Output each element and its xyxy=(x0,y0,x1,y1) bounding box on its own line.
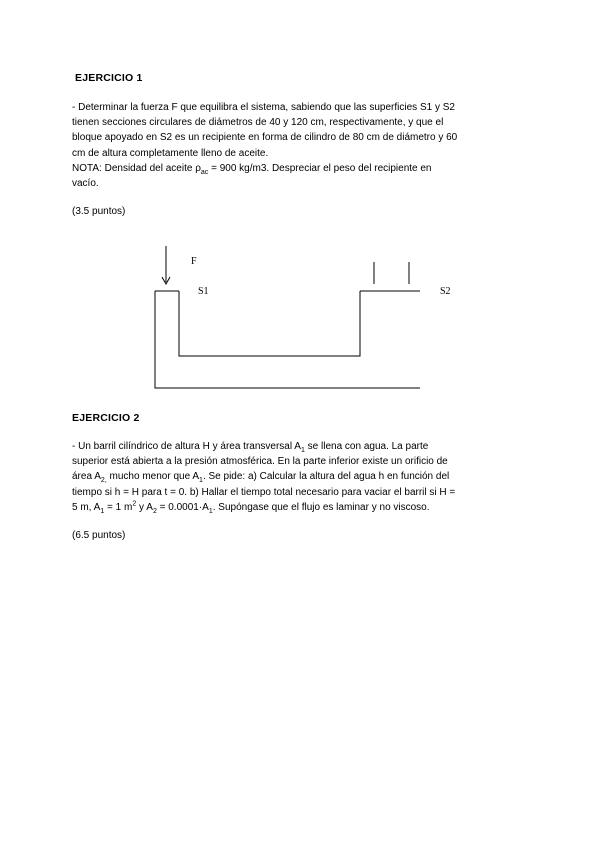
subscript: 1 xyxy=(208,507,213,515)
exercise-2-line-3 xyxy=(72,469,512,484)
exercise-1-line-1: - Determinar la fuerza F que equilibra el sistema, sabiendo que las superficies S1 y S2 xyxy=(72,102,455,113)
text: se llena con agua. La parte xyxy=(304,441,429,452)
exercise-2-points: (6.5 puntos) xyxy=(72,530,126,541)
exercise-2-line-2: superior está abierta a la presión atmosférica. En la parte inferior existe un orificio de xyxy=(72,456,448,468)
subscript: 2, xyxy=(100,477,107,485)
text: . Se pide: a) Calcular la altura del agua h en función del xyxy=(202,471,450,483)
subscript: 1 xyxy=(100,507,105,515)
exercise-1-line-4: cm de altura completamente lleno de aceite. xyxy=(72,147,269,159)
exercise-2-line-1 xyxy=(72,439,512,454)
subscript: 2 xyxy=(152,507,157,515)
text: mucho menor que A xyxy=(106,471,200,483)
note-text-start: NOTA: Densidad del aceite ρ xyxy=(72,162,201,174)
text: = 0.0001·A xyxy=(156,501,209,513)
outer-vessel-wall xyxy=(155,291,420,388)
exercise-1-line-6: vacío. xyxy=(72,178,99,190)
surface-s2-label: S2 xyxy=(440,286,451,297)
text: . Supóngase que el flujo es laminar y no viscoso. xyxy=(212,501,430,513)
text: y A xyxy=(136,501,153,513)
surface-s1-label: S1 xyxy=(198,286,209,297)
note-text-end: = 900 kg/m3. Despreciar el peso del recipiente en xyxy=(208,162,432,174)
text: - Un barril cilíndrico de altura H y área transversal A xyxy=(72,441,301,452)
exercise-1-points: (3.5 puntos) xyxy=(72,206,126,217)
exercise-2-title: EJERCICIO 2 xyxy=(72,412,140,424)
force-label: F xyxy=(191,256,197,267)
superscript: 2 xyxy=(132,500,137,508)
inner-vessel-wall xyxy=(179,291,360,356)
subscript: 1 xyxy=(199,477,203,485)
exercise-1-line-3: bloque apoyado en S2 es un recipiente en forma de cilindro de 80 cm de diámetro y 60 xyxy=(72,132,458,144)
text: área A xyxy=(72,471,101,483)
text: 5 m, A xyxy=(72,501,101,513)
exercise-2-statement xyxy=(72,439,512,515)
exercise-1-line-2: tienen secciones circulares de diámetros de 40 y 120 cm, respectivamente, y que el xyxy=(72,117,444,129)
exercise-2-line-5 xyxy=(72,500,512,515)
subscript: 1 xyxy=(300,447,305,454)
text: = 1 m xyxy=(104,501,133,513)
exercise-1-title: EJERCICIO 1 xyxy=(75,72,143,84)
density-subscript: ac xyxy=(200,168,209,176)
exercise-2-line-4: tiempo si h = H para t = 0. b) Hallar el tiempo total necesario para vaciar el barril si H = xyxy=(72,486,456,498)
